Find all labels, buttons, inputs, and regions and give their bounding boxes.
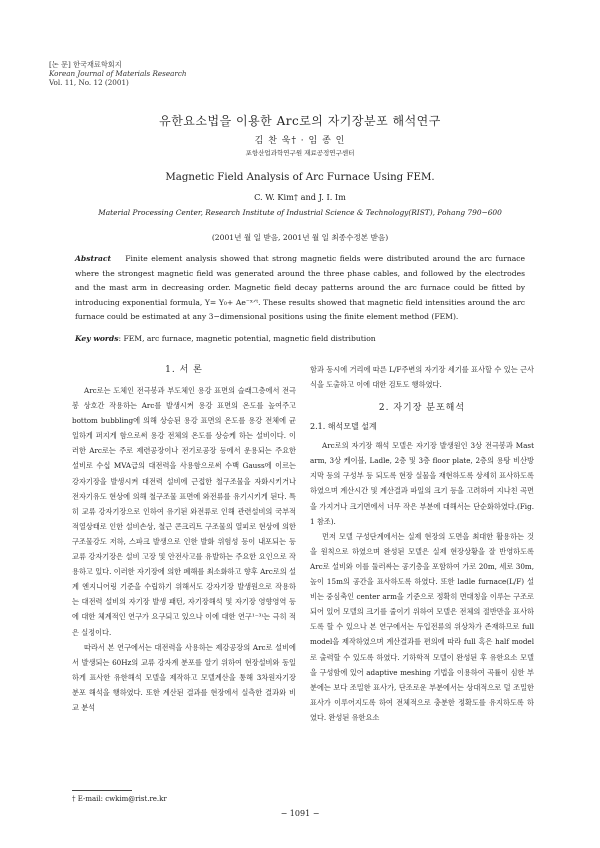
english-affiliation: Material Processing Center, Research Institute of Industrial Science & Technology(RIST), Pohang 790−600: [98, 208, 502, 217]
left-column: [72, 362, 296, 715]
journal-name: Korean Journal of Materials Research: [49, 69, 187, 78]
footnote-rule: [72, 790, 132, 791]
section-1-paragraph-2: 따라서 본 연구에서는 대전력을 사용하는 제강공장의 Arc로 설비에서 발생되는 60Hz의 교류 강자계 분포를 알기 위하여 현장설비와 동일하게 표사한 유한해석 모델을 제작하고 모델계산을 통해 3차원자기장 분포 해석을 행하였다. 또한 계산된 결과를 현장에서 실측한 결과와 비교 분석: [72, 642, 296, 712]
keywords: [75, 334, 525, 343]
abstract-label: Abstract: [75, 254, 112, 263]
english-authors: C. W. Kim† and J. I. Im: [254, 192, 346, 202]
abstract-text: Finite element analysis showed that strong magnetic fields were distributed around the arc furnace where the strongest magnetic field was generated around the three phase cables, and followed by the electrodes and the mast arm in decreasing order. Magnetic field decay patterns around the arc furnace could be fitted by introducing exponential formula, Y= Y₀+ Ae⁻ˣᐟᵗ. These results showed that magnetic field intensities around the arc furnace could be estimated at any 3−dimensional positions using the finite element method (FEM).: [75, 254, 526, 321]
section-1-paragraph-1: Arc로는 도체인 전극봉과 부도체인 용강 표면의 슬래그층에서 전극봉 상호간 작용하는 Arc를 발생시켜 용강 표면의 온도를 높여주고 bottom bubbling에 의해 상승된 용강 표면의 온도를 용강 전체에 균일하게 퍼지게 함으로써 용강 전체의 온도를 상승케 하는 설비이다. 이러한 Arc로는 주로 제련공장이나 전기로공장 등에서 운용되는 주요한 설비로 수십 MVA급의 대전력을 사용함으로써 수백 Gauss에 이르는 강자기장을 발생시켜 대전력 설비에 근접한 철구조물을 자화시키거나 전자기유도 현상에 의해 철구조물 표면에 와전류를 유기시키게 된다. 특히 교류 강자기장으로 인하여 유기된 와전류로 인해 관련설비의 국부적 적열상태로 인한 설비손상, 철근 콘크리트 구조물의 열피로 현상에 의한 구조물강도 저하, 스파크 발생으로 인한 발화 위험성 등이 내포되는 등 교류 강자기장은 설비 고장 및 안전사고를 유발하는 주요한 요인으로 작용하고 있다. 이러한 자기장에 의한 폐해를 최소화하고 향후 Arc로의 설계 엔지니어링 기준을 수립하기 위해서도 강자기장 발생원으로 작용하는 대전력 설비의 자기장 발생 패턴, 자기장해석 및 자기장 영향영역 등에 대한 체계적인 연구가 요구되고 있으나 이에 대한 연구¹⁻³⁾는 극히 적은 실정이다.: [72, 386, 296, 637]
keywords-label: Key words: [75, 334, 119, 343]
korean-affiliation: 포항산업과학연구원 재료공정연구센터: [245, 149, 355, 157]
korean-title: 유한요소법을 이용한 Arc로의 자기장분포 해석연구: [159, 114, 441, 128]
footnote-email: † E-mail: cwkim@rist.re.kr: [72, 795, 167, 803]
journal-type-label: [논 문] 한국재료학회지: [49, 60, 122, 69]
journal-volume: Vol. 11, No. 12 (2001): [49, 78, 129, 87]
right-column: [310, 362, 534, 725]
section-2-heading: 2. 자기장 분포해석: [378, 403, 466, 414]
keywords-text: : FEM, arc furnace, magnetic potential, magnetic field distribution: [118, 334, 376, 343]
english-title: Magnetic Field Analysis of Arc Furnace Using FEM.: [165, 172, 435, 183]
korean-authors: 김 찬 욱† · 임 종 인: [254, 136, 346, 146]
section-2-1-paragraph-2: 먼저 모델 구성단계에서는 실제 현장의 도면을 최대한 활용하는 것을 원칙으로 하였으며 완성된 모델은 실제 현장상황을 잘 반영하도록 Arc로 설비와 이를 둘러싸는 공기층을 포함하여 가로 20m, 세로 30m, 높이 15m의 공간을 표사하도록 하였다. 또한 ladle furnace(L/F) 설비는 중심축인 center arm을 기준으로 정확히 면대칭을 이루는 구조로 되어 있어 모델의 크기를 줄이기 위하여 모델은 전체의 절반만을 표사하도록 할 수 있으나 본 연구에서는 두입전류의 위상차가 존재하므로 full model을 제작하였으며 계산결과를 편의에 따라 full 혹은 half model로 출력할 수 있도록 하였다. 기하학적 모델이 완성된 후 유한요소 모델을 구성함에 있어 adaptive meshing 기법을 이용하여 곡률이 심한 부분에는 보다 조밀한 표사가, 단조로운 부분에서는 상대적으로 덜 조밀한 표사가 이루어지도록 하여 전체적으로 충분한 정확도를 유지하도록 하였다. 완성된 유한요소: [310, 531, 534, 722]
abstract: [75, 252, 525, 325]
page-number: − 1091 −: [280, 809, 320, 818]
section-2-1-paragraph-1: Arc로의 자기장 해석 모델은 자기장 발생원인 3상 전극봉과 Mast arm, 3상 케이블, Ladle, 2층 및 3층 floor plate, 2층의 용탕 비산방지막 등의 구성부 등 되도록 현장 실물을 재현하도록 상세히 표사하도록 하였으며 계산시간 및 계산결과 파일의 크기 등을 고려하여 지나친 곡면을 가지거나 크기면에서 너무 작은 부분에 대해서는 단순화하였다.(Fig. 1 참조).: [310, 441, 534, 526]
section-2-1-heading: 2.1. 해석모델 설계: [310, 422, 377, 432]
section-1-continuation: 함과 동시에 거리에 따른 L/F주변의 자기장 세기를 표사할 수 있는 근사식을 도출하고 이에 대한 검토도 행하였다.: [310, 365, 534, 390]
journal-header: [49, 60, 187, 87]
section-1-heading: 1. 서 론: [165, 365, 203, 375]
received-dates: (2001년 월 일 받음, 2001년 월 일 최종수정본 받음): [211, 233, 389, 242]
